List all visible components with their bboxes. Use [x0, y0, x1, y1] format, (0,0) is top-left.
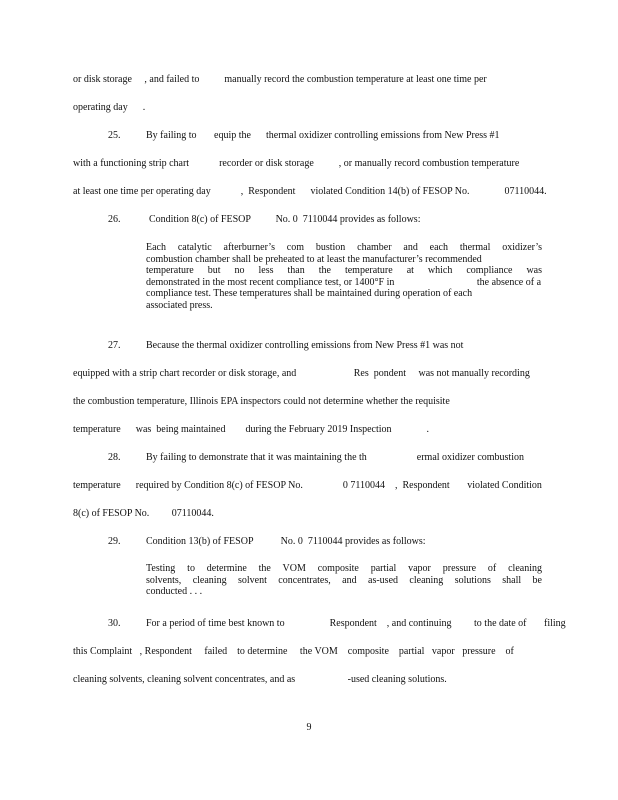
paragraph-28-line-2: temperature required by Condition 8(c) of FESOP No. 0 7110044 , Respondent violated Condition — [73, 480, 542, 491]
quote-line: demonstrated in the most recent compliance test, or 1400°F in the absence of a — [146, 276, 542, 288]
block-quote-condition-13b — [146, 563, 542, 598]
paragraph-number-30: 30. — [108, 618, 121, 629]
paragraph-27-line-4: temperature was being maintained during the February 2019 Inspection . — [73, 424, 430, 435]
quote-line: temperature but no less than the temperature at which compliance was — [146, 265, 542, 276]
paragraph-25-line-1: By failing to equip the thermal oxidizer controlling emissions from New Press #1 — [146, 130, 500, 141]
paragraph-30-line-1: For a period of time best known to Respondent , and continuing to the date of filing — [146, 618, 566, 629]
block-quote-condition-8c — [146, 242, 542, 311]
intro-line-2: operating day . — [73, 102, 146, 113]
paragraph-25-line-3: at least one time per operating day , Respondent violated Condition 14(b) of FESOP No. 07110044. — [73, 186, 547, 197]
quote-line: combustion chamber shall be preheated to at least the manufacturer’s recommended — [146, 253, 482, 265]
quote-line: solvents, cleaning solvent concentrates, and as-used cleaning solutions shall be — [146, 574, 542, 586]
quote-line: associated press. — [146, 299, 213, 311]
paragraph-number-27: 27. — [108, 340, 121, 351]
paragraph-number-26: 26. — [108, 214, 121, 225]
paragraph-27-line-1: Because the thermal oxidizer controlling emissions from New Press #1 was not — [146, 340, 464, 351]
paragraph-27-line-2: equipped with a strip chart recorder or disk storage, and Res pondent was not manually recording — [73, 368, 530, 379]
paragraph-26-line-1: Condition 8(c) of FESOP No. 0 7110044 provides as follows: — [149, 214, 421, 225]
paragraph-28-line-3: 8(c) of FESOP No. 07110044. — [73, 508, 214, 519]
paragraph-30-line-3: cleaning solvents, cleaning solvent concentrates, and as -used cleaning solutions. — [73, 674, 447, 685]
intro-line-1: or disk storage , and failed to manually record the combustion temperature at least one time per — [73, 74, 487, 85]
paragraph-number-29: 29. — [108, 536, 121, 547]
paragraph-28-line-1: By failing to demonstrate that it was maintaining the th ermal oxidizer combustion — [146, 452, 524, 463]
paragraph-number-28: 28. — [108, 452, 121, 463]
paragraph-number-25: 25. — [108, 130, 121, 141]
quote-line: conducted . . . — [146, 586, 203, 597]
paragraph-30-line-2: this Complaint , Respondent failed to determine the VOM composite partial vapor pressure of — [73, 646, 514, 657]
paragraph-25-line-2: with a functioning strip chart recorder or disk storage , or manually record combustion temperature — [73, 158, 520, 169]
page-number: 9 — [306, 722, 312, 733]
quote-line: Each catalytic afterburner’s com bustion chamber and each thermal oxidizer’s — [146, 242, 542, 253]
quote-line: compliance test. These temperatures shall be maintained during operation of each — [146, 288, 473, 299]
paragraph-29-line-1: Condition 13(b) of FESOP No. 0 7110044 provides as follows: — [146, 536, 426, 547]
paragraph-27-line-3: the combustion temperature, Illinois EPA inspectors could not determine whether the requisite — [73, 396, 450, 407]
quote-line: Testing to determine the VOM composite partial vapor pressure of cleaning — [146, 563, 542, 574]
